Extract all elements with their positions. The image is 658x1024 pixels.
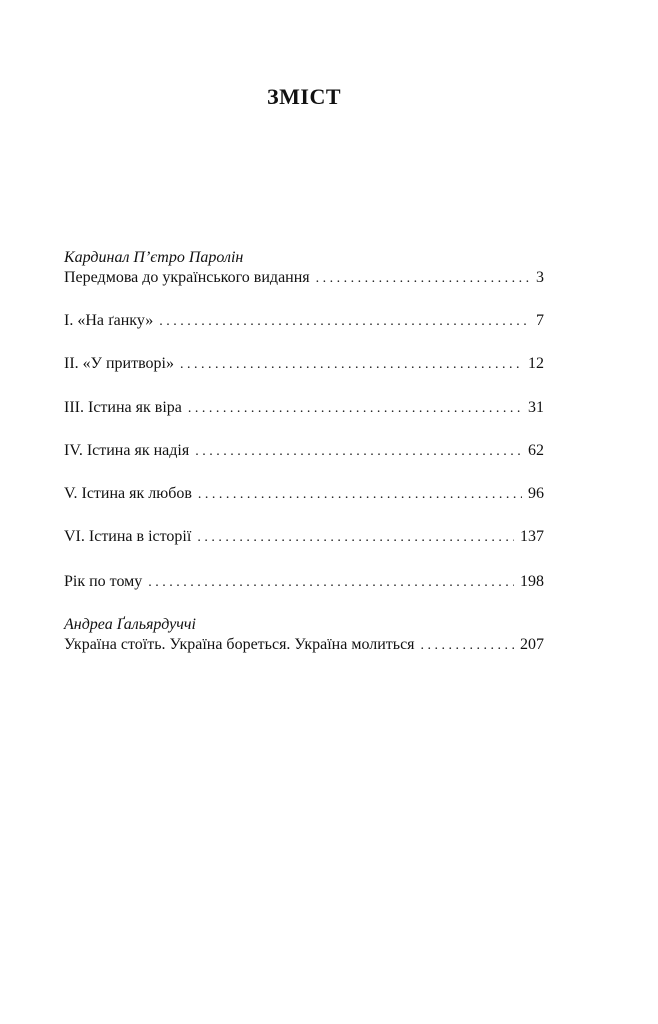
entry-title: VI. Істина в історії — [64, 528, 192, 545]
toc-entry-chapter-4[interactable] — [64, 441, 544, 462]
toc-line — [64, 572, 544, 593]
dot-leader — [159, 312, 530, 332]
entry-author: Андреа Ґальярдуччі — [64, 616, 196, 633]
entry-page-number: 7 — [536, 312, 544, 329]
dot-leader — [195, 442, 522, 462]
toc-line — [64, 635, 544, 656]
toc-entry-chapter-5[interactable] — [64, 484, 544, 505]
entry-page-number: 12 — [528, 355, 544, 372]
toc-line — [64, 311, 544, 332]
dot-leader — [148, 573, 514, 593]
entry-title: Рік по тому — [64, 573, 143, 590]
entry-title: Передмова до українського видання — [64, 269, 310, 286]
entry-page-number: 198 — [520, 573, 544, 590]
entry-page-number: 137 — [520, 528, 544, 545]
toc-entry-afterword[interactable] — [64, 615, 544, 656]
dot-leader — [180, 355, 522, 375]
toc-entry-preface[interactable] — [64, 248, 544, 289]
toc-line — [64, 268, 544, 289]
toc-entry-year-after[interactable] — [64, 572, 544, 593]
dot-leader — [316, 269, 530, 289]
entry-page-number: 3 — [536, 269, 544, 286]
entry-title: V. Істина як любов — [64, 485, 192, 502]
entry-page-number: 31 — [528, 399, 544, 416]
toc-entry-chapter-3[interactable] — [64, 398, 544, 419]
dot-leader — [197, 528, 514, 548]
entry-title: I. «На ґанку» — [64, 312, 154, 329]
entry-page-number: 96 — [528, 485, 544, 502]
toc-line — [64, 441, 544, 462]
toc-line — [64, 354, 544, 375]
dot-leader — [198, 485, 522, 505]
dot-leader — [188, 399, 522, 419]
toc-line — [64, 398, 544, 419]
toc-line — [64, 484, 544, 505]
entry-title: II. «У притворі» — [64, 355, 174, 372]
page-title: ЗМІСТ — [267, 84, 341, 109]
entry-page-number: 62 — [528, 442, 544, 459]
dot-leader — [421, 636, 514, 656]
toc-entry-chapter-2[interactable] — [64, 354, 544, 375]
toc-line — [64, 527, 544, 548]
toc-entry-chapter-6[interactable] — [64, 527, 544, 548]
toc-entry-chapter-1[interactable] — [64, 311, 544, 332]
entry-page-number: 207 — [520, 636, 544, 653]
entry-title: III. Істина як віра — [64, 399, 182, 416]
entry-author: Кардинал П’єтро Паролін — [64, 249, 244, 266]
entry-title: IV. Істина як надія — [64, 442, 190, 459]
entry-title: Україна стоїть. Україна бореться. Україна молиться — [64, 636, 415, 653]
